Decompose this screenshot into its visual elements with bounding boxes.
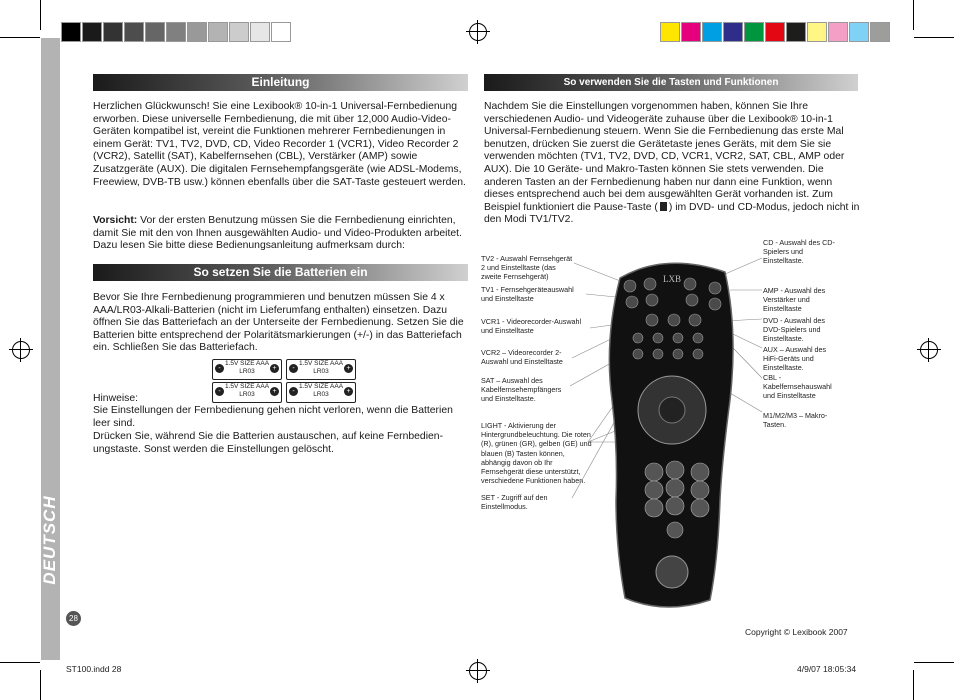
color-swatch [124, 22, 144, 42]
color-swatch [229, 22, 249, 42]
crop-mark [0, 37, 40, 38]
copyright: Copyright © Lexibook 2007 [745, 627, 848, 637]
callout-tv1: TV1 - Fernsehgeräteauswahl und Einstelltaste [481, 285, 574, 304]
color-swatch [849, 22, 869, 42]
crop-mark [914, 662, 954, 663]
battery: - 1.5V SIZE AAA LR03 + [286, 359, 356, 380]
page-number: 28 [66, 611, 81, 626]
pause-icon [660, 202, 667, 211]
intro-paragraph: Herzlichen Glückwunsch! Sie eine Lexibook® 10-in-1 Universal-Fernbedienung erworben. Diese universelle Fernbedienung, die mit über 12,000 Audio-Video-Geräten kompatibel ist, vereint die Funktionen mehrerer Fernbedienungen in einem Gerät: TV1, TV2, DVD, CD, Video Recorder 1 (VCR1), Video Recorder 2 (VCR2), Satellit (SAT), Kabelfernsehen (CBL), Verstärker (AMP) sowie Zusatzgeräte (AUX). Die digitalen Fernsehempfangsgeräte (wie ADSL-Modems, Freewiew, DVB-TB usw.) können ebenfalls über die SAT-Taste gesteuert werden. [93, 101, 466, 188]
callout-tv2: TV2 - Auswahl Fernsehgerät 2 und Einstelltaste (das zweite Fernsehgerät) [481, 254, 573, 282]
color-swatch [723, 22, 743, 42]
color-swatch [166, 22, 186, 42]
color-bar [660, 22, 891, 44]
color-swatch [103, 22, 123, 42]
registration-mark-icon [469, 662, 487, 680]
caution-paragraph [93, 215, 471, 253]
color-swatch [681, 22, 701, 42]
usage-text-end: ) im DVD- und CD-Modus, jedoch nicht in den Modi TV1/TV2. [484, 201, 860, 226]
color-swatch [702, 22, 722, 42]
color-swatch [786, 22, 806, 42]
color-swatch [744, 22, 764, 42]
registration-mark-icon [469, 23, 487, 41]
callout-light: LIGHT - Aktivierung der Hintergrundbeleuchtung. Die roten (R), grünen (GR), gelben (GE) und blauen (B) Tasten können, abhängig davon ob Ihr Fernsehgerät diese unterstützt, verschiedene Funktionen haben. [481, 421, 592, 486]
caution-text: Vor der ersten Benutzung müssen Sie die Fernbedienung einrichten, damit Sie mit den von Ihnen ausgewählten Audio- und Video-Produkten arbeitet. Dazu lesen Sie bitte diese Bedienungsanleitung aufmerksam durch: [93, 215, 462, 252]
crop-mark [40, 670, 41, 700]
registration-mark-icon [920, 341, 938, 359]
intro-heading: Einleitung [93, 74, 468, 91]
usage-heading: So verwenden Sie die Tasten und Funktionen [484, 74, 858, 91]
callout-macro: M1/M2/M3 – Makro-Tasten. [763, 411, 828, 430]
grayscale-color-bar [61, 22, 292, 44]
crop-mark [913, 670, 914, 700]
color-swatch [145, 22, 165, 42]
battery-paragraph: Bevor Sie Ihre Fernbedienung programmieren und benutzen müssen Sie 4 x AAA/LR03-Alkali-Batterien (nicht im Lieferumfang enthalten) einsetzen. Dazu öffnen Sie das Batteriefach an der Unterseite der Fernbedienung. Setzen Sie die Batterien bitte entsprechend der Polaritätsmarkierungen (+/-) in das Batteriefach ein. Schließen Sie das Batteriefach. [93, 292, 464, 354]
remote-brand: LXB [663, 274, 681, 284]
color-swatch [870, 22, 890, 42]
callout-vcr2: VCR2 – Videorecorder 2-Auswahl und Einstelltaste [481, 348, 563, 367]
callout-aux: AUX – Auswahl des HiFi-Geräts und Einstelltaste. [763, 345, 827, 373]
color-swatch [250, 22, 270, 42]
callout-vcr1: VCR1 - Videorecorder-Auswahl und Einstelltaste [481, 317, 582, 336]
battery: - 1.5V SIZE AAA LR03 + [286, 382, 356, 403]
callout-dvd: DVD - Auswahl des DVD-Spielers und Einstelltaste. [763, 316, 825, 344]
remote-control-illustration [560, 250, 770, 610]
usage-paragraph [484, 101, 862, 227]
callout-cd: CD - Auswahl des CD-Spielers und Einstelltaste. [763, 238, 835, 266]
color-swatch [187, 22, 207, 42]
footer-date: 4/9/07 18:05:34 [797, 664, 857, 674]
language-label: DEUTSCH [40, 495, 59, 585]
callout-set: SET - Zugriff auf den Einstellmodus. [481, 493, 548, 512]
note-2: Drücken Sie, während Sie die Batterien austauschen, auf keine Fernbedien-ungstaste. Sonst werden die Einstellungen gelöscht. [93, 431, 444, 455]
color-swatch [765, 22, 785, 42]
color-swatch [828, 22, 848, 42]
color-swatch [61, 22, 81, 42]
usage-text: Nachdem Sie die Einstellungen vorgenommen haben, können Sie Ihre verschiedenen Audio- und Videogeräte zuhause über die Lexibook® 10-in-1 Universal-Fernbedienung steuern. Wenn Sie die Fernbedienung das erste Mal benutzen, drücken Sie zuerst die Gerätetaste jenes Geräts, mit dem Sie sie verwenden möchten (TV1, TV2, DVD, CD, VCR1, VCR2, SAT, CBL, AMP oder AUX). Die 10 Geräte- und Makro-Tasten können Sie stets verwenden. Die anderen Tasten an der Fernbedienung haben nur dann eine Funktion, wenn dieses entsprechend auch bei dem ausgewählten Gerät vorhanden ist. Zum Beispiel funktioniert die Pause-Taste ( [484, 101, 845, 213]
color-swatch [271, 22, 291, 42]
registration-mark-icon [12, 341, 30, 359]
crop-mark [914, 37, 954, 38]
crop-mark [40, 0, 41, 30]
crop-mark [913, 0, 914, 30]
footer-file: ST100.indd 28 [66, 664, 122, 674]
battery: - 1.5V SIZE AAA LR03 + [212, 359, 282, 380]
callout-cbl: CBL - Kabelfernsehauswahl und Einstelltaste [763, 373, 832, 401]
battery-heading: So setzen Sie die Batterien ein [93, 264, 468, 281]
color-swatch [82, 22, 102, 42]
callout-sat: SAT – Auswahl des Kabelfernsehempfängers und Einstelltaste. [481, 376, 562, 404]
color-swatch [807, 22, 827, 42]
callout-amp: AMP - Auswahl des Verstärker und Einstelltaste [763, 286, 826, 314]
color-swatch [660, 22, 680, 42]
note-1: Sie Einstellungen der Fernbedienung gehen nicht verloren, wenn die Batterien leer sind. [93, 405, 453, 429]
color-swatch [208, 22, 228, 42]
caution-label: Vorsicht: [93, 215, 138, 226]
crop-mark [0, 662, 40, 663]
notes-label: Hinweise: [93, 393, 139, 404]
battery: - 1.5V SIZE AAA LR03 + [212, 382, 282, 403]
